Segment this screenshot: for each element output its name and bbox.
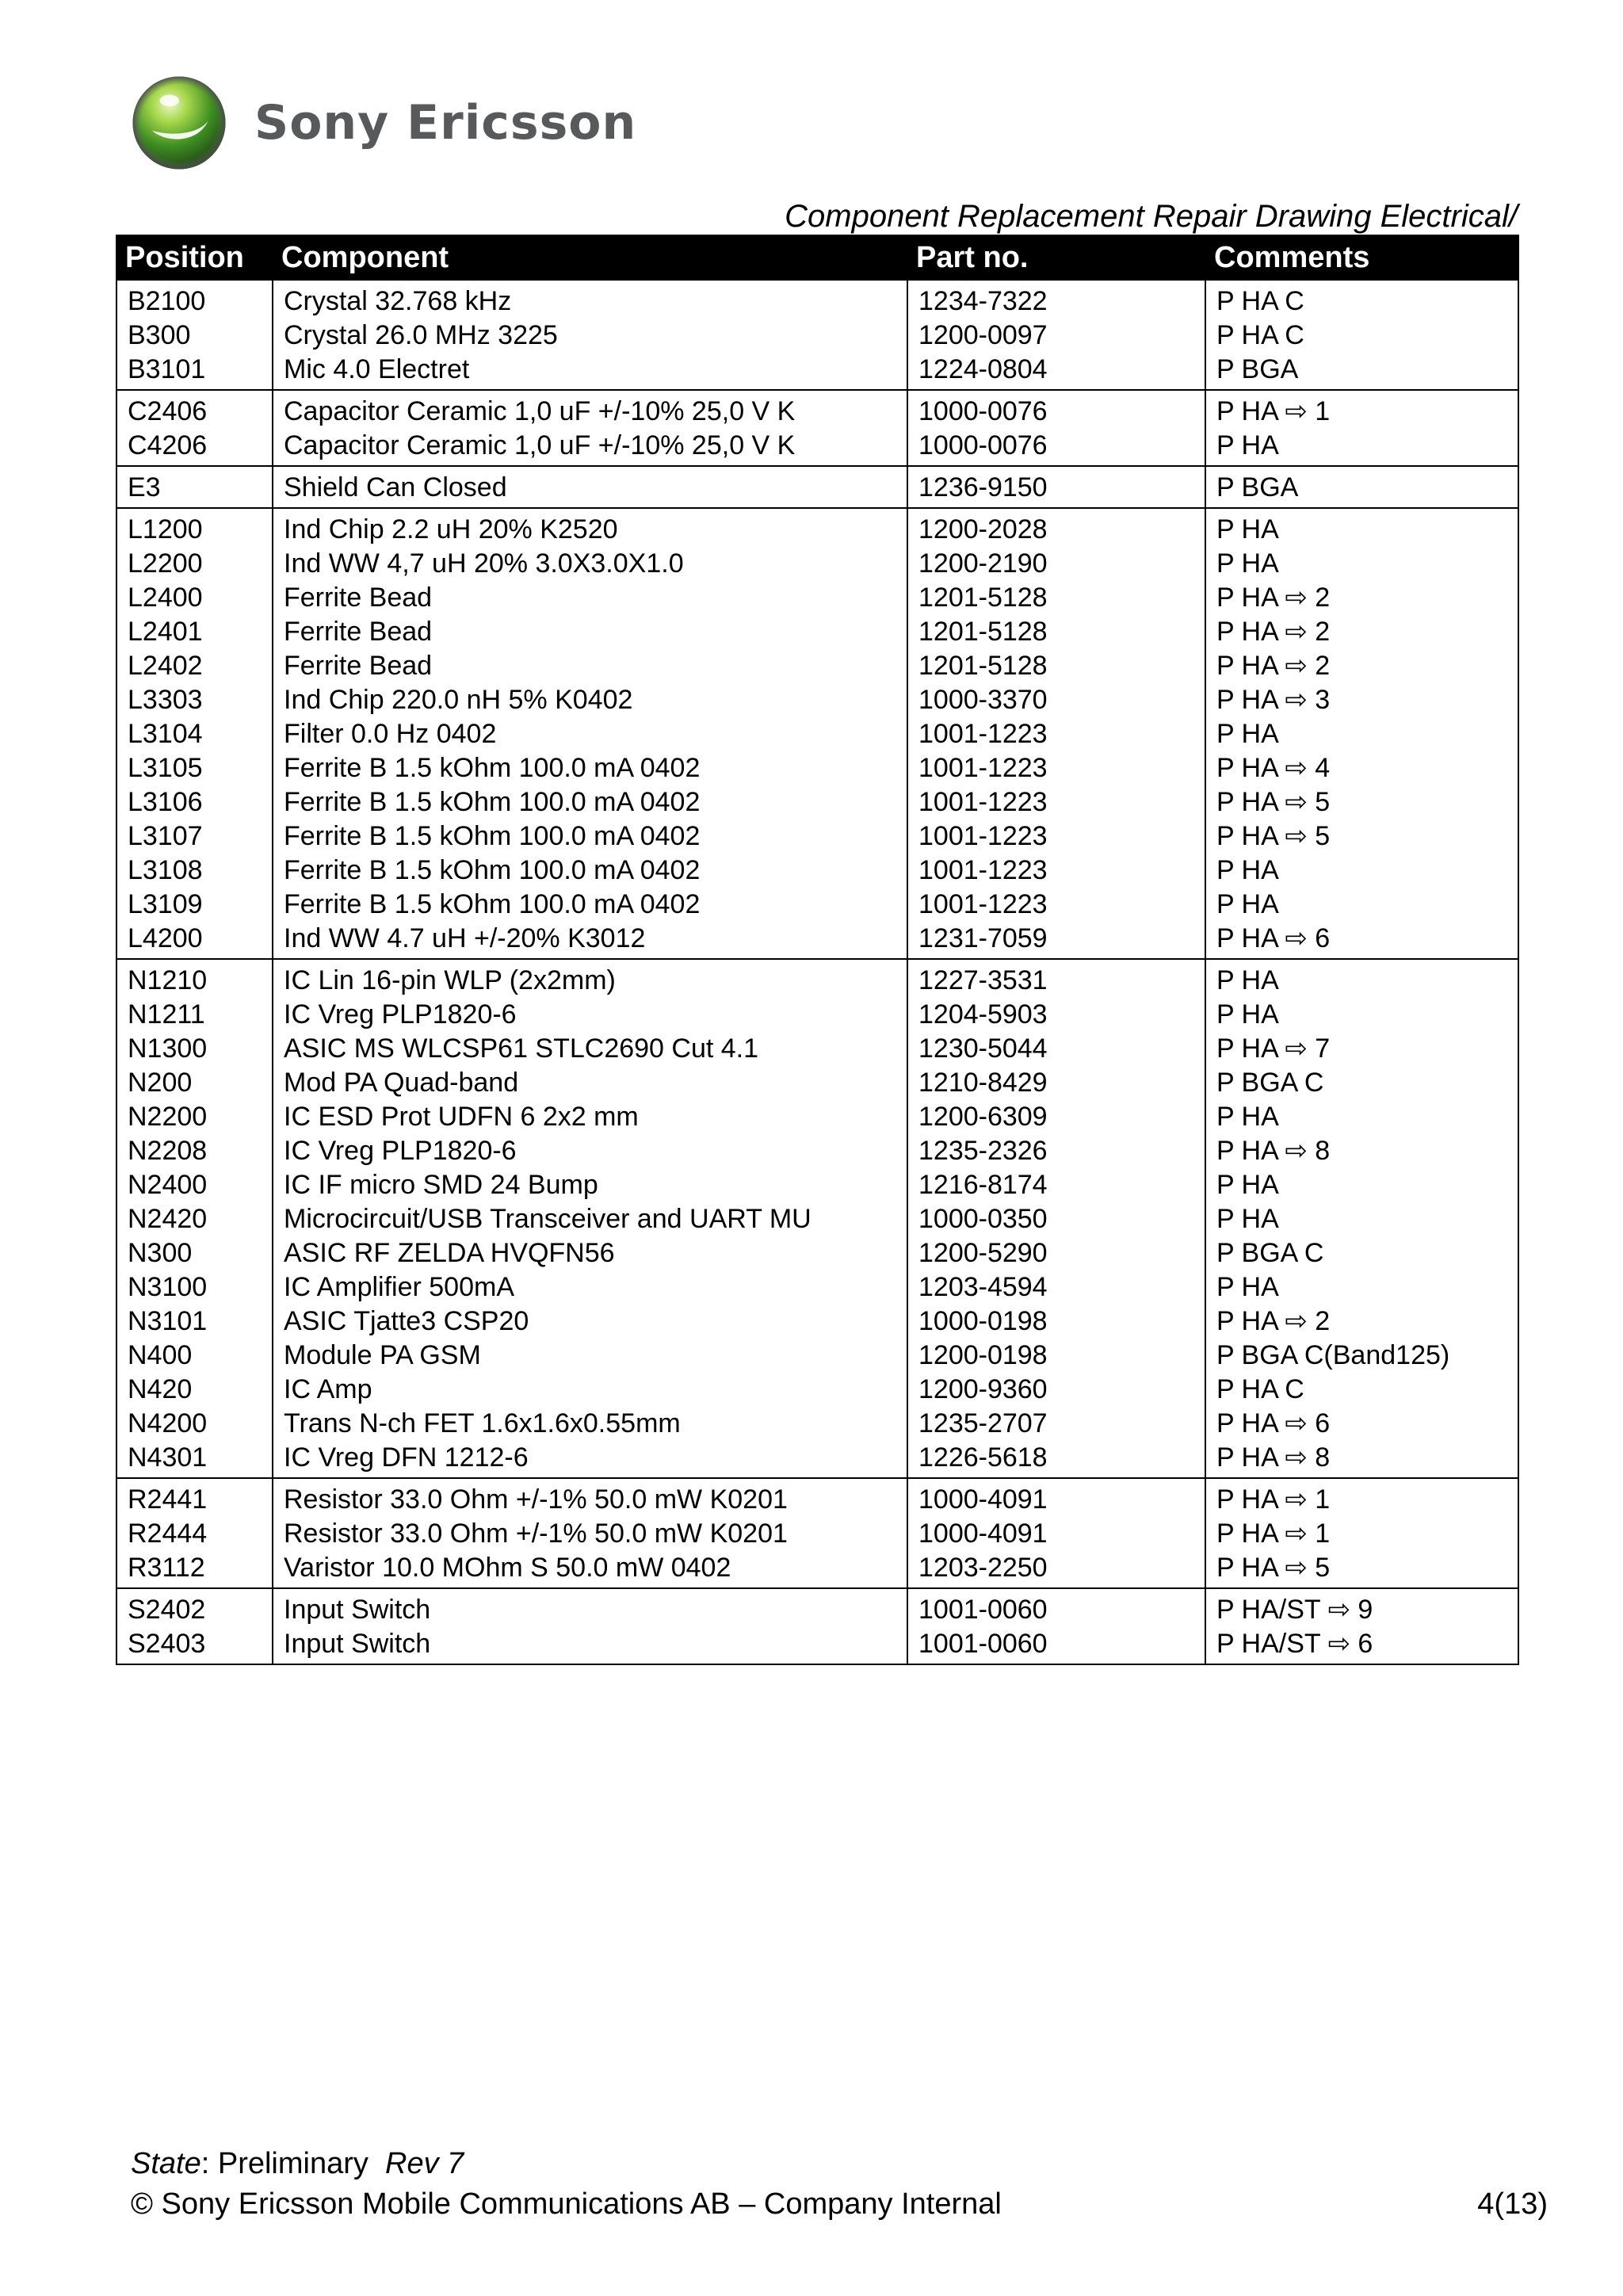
cell-part-no: 1201-5128 xyxy=(907,649,1205,683)
table-row xyxy=(116,508,1518,547)
cell-part-no: 1200-6309 xyxy=(907,1100,1205,1134)
cell-position: N4301 xyxy=(116,1441,273,1478)
cell-component: Ferrite Bead xyxy=(273,581,907,615)
revision: Rev 7 xyxy=(385,2147,464,2180)
cell-comments: P HA C xyxy=(1205,319,1518,353)
cell-component: IC Amp xyxy=(273,1373,907,1407)
table-row xyxy=(116,466,1518,508)
cell-comments: P HA ⇨ 2 xyxy=(1205,615,1518,649)
cell-comments: P HA xyxy=(1205,429,1518,466)
cell-comments: P HA xyxy=(1205,888,1518,922)
table-row xyxy=(116,959,1518,998)
table-row xyxy=(116,785,1518,819)
brand-name: Sony Ericsson xyxy=(254,95,637,151)
cell-part-no: 1201-5128 xyxy=(907,581,1205,615)
table-row xyxy=(116,1627,1518,1664)
cell-comments: P HA C xyxy=(1205,280,1518,319)
cell-position: L1200 xyxy=(116,508,273,547)
cell-part-no: 1001-1223 xyxy=(907,854,1205,888)
cell-comments: P BGA xyxy=(1205,466,1518,508)
cell-component: Ind Chip 220.0 nH 5% K0402 xyxy=(273,683,907,717)
table-row xyxy=(116,854,1518,888)
table-row xyxy=(116,547,1518,581)
cell-component: ASIC RF ZELDA HVQFN56 xyxy=(273,1236,907,1270)
cell-position: N2208 xyxy=(116,1134,273,1168)
cell-position: N420 xyxy=(116,1373,273,1407)
table-row xyxy=(116,1517,1518,1551)
cell-position: N3101 xyxy=(116,1305,273,1339)
table-row xyxy=(116,1168,1518,1202)
cell-comments: P HA/ST ⇨ 6 xyxy=(1205,1627,1518,1664)
cell-part-no: 1236-9150 xyxy=(907,466,1205,508)
cell-part-no: 1200-0198 xyxy=(907,1339,1205,1373)
cell-component: Capacitor Ceramic 1,0 uF +/-10% 25,0 V K xyxy=(273,429,907,466)
cell-component: Crystal 26.0 MHz 3225 xyxy=(273,319,907,353)
brand-logo xyxy=(131,73,636,173)
cell-comments: P HA ⇨ 6 xyxy=(1205,922,1518,959)
table-group xyxy=(116,1588,1518,1664)
cell-position: C4206 xyxy=(116,429,273,466)
cell-component: Module PA GSM xyxy=(273,1339,907,1373)
cell-position: R2444 xyxy=(116,1517,273,1551)
cell-position: L2200 xyxy=(116,547,273,581)
cell-position: L2401 xyxy=(116,615,273,649)
copyright-notice: © Sony Ericsson Mobile Communications AB – Company Internal xyxy=(131,2187,1002,2221)
table-row xyxy=(116,1032,1518,1066)
column-header-part-no: Part no. xyxy=(907,235,1205,280)
cell-component: Trans N-ch FET 1.6x1.6x0.55mm xyxy=(273,1407,907,1441)
cell-comments: P BGA C(Band125) xyxy=(1205,1339,1518,1373)
cell-component: Shield Can Closed xyxy=(273,466,907,508)
cell-comments: P HA xyxy=(1205,1100,1518,1134)
cell-component: Input Switch xyxy=(273,1588,907,1627)
table-row xyxy=(116,615,1518,649)
cell-part-no: 1200-5290 xyxy=(907,1236,1205,1270)
cell-comments: P HA ⇨ 3 xyxy=(1205,683,1518,717)
cell-comments: P HA xyxy=(1205,959,1518,998)
cell-position: N300 xyxy=(116,1236,273,1270)
cell-part-no: 1226-5618 xyxy=(907,1441,1205,1478)
cell-comments: P HA ⇨ 5 xyxy=(1205,819,1518,854)
cell-part-no: 1231-7059 xyxy=(907,922,1205,959)
table-row xyxy=(116,429,1518,466)
cell-comments: P BGA xyxy=(1205,353,1518,390)
cell-position: L2402 xyxy=(116,649,273,683)
cell-component: IC Vreg DFN 1212-6 xyxy=(273,1441,907,1478)
column-header-component: Component xyxy=(273,235,907,280)
page-number: 4(13) xyxy=(1477,2187,1548,2221)
cell-component: Crystal 32.768 kHz xyxy=(273,280,907,319)
cell-part-no: 1234-7322 xyxy=(907,280,1205,319)
cell-position: B2100 xyxy=(116,280,273,319)
cell-component: Ferrite Bead xyxy=(273,649,907,683)
cell-comments: P HA ⇨ 5 xyxy=(1205,1551,1518,1588)
table-group xyxy=(116,1478,1518,1588)
cell-part-no: 1001-1223 xyxy=(907,888,1205,922)
cell-component: ASIC MS WLCSP61 STLC2690 Cut 4.1 xyxy=(273,1032,907,1066)
cell-position: L3104 xyxy=(116,717,273,751)
state-value: : Preliminary xyxy=(200,2147,369,2180)
document-state xyxy=(131,2147,464,2181)
cell-component: IC Vreg PLP1820-6 xyxy=(273,1134,907,1168)
table-row xyxy=(116,649,1518,683)
cell-comments: P HA xyxy=(1205,1270,1518,1305)
state-label: State xyxy=(131,2147,201,2180)
cell-component: Ind WW 4,7 uH 20% 3.0X3.0X1.0 xyxy=(273,547,907,581)
cell-position: N2420 xyxy=(116,1202,273,1236)
cell-component: IC IF micro SMD 24 Bump xyxy=(273,1168,907,1202)
cell-position: L3109 xyxy=(116,888,273,922)
cell-part-no: 1001-1223 xyxy=(907,819,1205,854)
table-row xyxy=(116,1270,1518,1305)
cell-component: Ferrite B 1.5 kOhm 100.0 mA 0402 xyxy=(273,819,907,854)
cell-component: Ferrite B 1.5 kOhm 100.0 mA 0402 xyxy=(273,751,907,785)
cell-comments: P BGA C xyxy=(1205,1236,1518,1270)
cell-part-no: 1230-5044 xyxy=(907,1032,1205,1066)
cell-position: L3107 xyxy=(116,819,273,854)
column-header-comments: Comments xyxy=(1205,235,1518,280)
table-group xyxy=(116,466,1518,508)
cell-component: Resistor 33.0 Ohm +/-1% 50.0 mW K0201 xyxy=(273,1478,907,1517)
table-row xyxy=(116,1551,1518,1588)
cell-position: N2400 xyxy=(116,1168,273,1202)
cell-position: N4200 xyxy=(116,1407,273,1441)
cell-part-no: 1210-8429 xyxy=(907,1066,1205,1100)
cell-component: ASIC Tjatte3 CSP20 xyxy=(273,1305,907,1339)
cell-component: Capacitor Ceramic 1,0 uF +/-10% 25,0 V K xyxy=(273,390,907,429)
cell-comments: P HA ⇨ 2 xyxy=(1205,649,1518,683)
cell-position: N400 xyxy=(116,1339,273,1373)
cell-component: Ferrite Bead xyxy=(273,615,907,649)
component-table xyxy=(116,235,1519,1665)
cell-component: Varistor 10.0 MOhm S 50.0 mW 0402 xyxy=(273,1551,907,1588)
cell-part-no: 1204-5903 xyxy=(907,998,1205,1032)
cell-part-no: 1000-4091 xyxy=(907,1517,1205,1551)
table-row xyxy=(116,1339,1518,1373)
cell-position: C2406 xyxy=(116,390,273,429)
cell-comments: P HA ⇨ 1 xyxy=(1205,1478,1518,1517)
cell-comments: P HA ⇨ 2 xyxy=(1205,1305,1518,1339)
table-row xyxy=(116,1236,1518,1270)
table-row xyxy=(116,998,1518,1032)
cell-comments: P HA C xyxy=(1205,1373,1518,1407)
cell-part-no: 1000-0076 xyxy=(907,429,1205,466)
table-row xyxy=(116,1588,1518,1627)
cell-comments: P HA ⇨ 1 xyxy=(1205,390,1518,429)
cell-position: L4200 xyxy=(116,922,273,959)
cell-position: E3 xyxy=(116,466,273,508)
cell-position: L3108 xyxy=(116,854,273,888)
table-row xyxy=(116,819,1518,854)
table-row xyxy=(116,581,1518,615)
cell-component: Mic 4.0 Electret xyxy=(273,353,907,390)
cell-component: Ferrite B 1.5 kOhm 100.0 mA 0402 xyxy=(273,888,907,922)
cell-part-no: 1001-0060 xyxy=(907,1627,1205,1664)
table-row xyxy=(116,390,1518,429)
cell-part-no: 1224-0804 xyxy=(907,353,1205,390)
cell-comments: P BGA C xyxy=(1205,1066,1518,1100)
table-row xyxy=(116,319,1518,353)
cell-part-no: 1000-0076 xyxy=(907,390,1205,429)
table-row xyxy=(116,717,1518,751)
cell-component: Mod PA Quad-band xyxy=(273,1066,907,1100)
table-row xyxy=(116,353,1518,390)
table-row xyxy=(116,1305,1518,1339)
table-row xyxy=(116,922,1518,959)
cell-component: IC Lin 16-pin WLP (2x2mm) xyxy=(273,959,907,998)
cell-comments: P HA xyxy=(1205,998,1518,1032)
column-header-position: Position xyxy=(116,235,273,280)
document-title: Component Replacement Repair Drawing Electrical/ xyxy=(785,199,1518,234)
cell-part-no: 1001-1223 xyxy=(907,785,1205,819)
cell-comments: P HA ⇨ 6 xyxy=(1205,1407,1518,1441)
cell-part-no: 1203-2250 xyxy=(907,1551,1205,1588)
cell-part-no: 1203-4594 xyxy=(907,1270,1205,1305)
cell-position: L3303 xyxy=(116,683,273,717)
cell-position: N1210 xyxy=(116,959,273,998)
cell-comments: P HA xyxy=(1205,508,1518,547)
cell-part-no: 1235-2707 xyxy=(907,1407,1205,1441)
cell-component: Ferrite B 1.5 kOhm 100.0 mA 0402 xyxy=(273,785,907,819)
table-group xyxy=(116,959,1518,1478)
table-row xyxy=(116,751,1518,785)
cell-comments: P HA ⇨ 7 xyxy=(1205,1032,1518,1066)
cell-component: IC Amplifier 500mA xyxy=(273,1270,907,1305)
table-row xyxy=(116,1100,1518,1134)
cell-part-no: 1201-5128 xyxy=(907,615,1205,649)
cell-component: Filter 0.0 Hz 0402 xyxy=(273,717,907,751)
cell-comments: P HA ⇨ 4 xyxy=(1205,751,1518,785)
cell-comments: P HA ⇨ 8 xyxy=(1205,1441,1518,1478)
cell-position: S2403 xyxy=(116,1627,273,1664)
cell-component: IC Vreg PLP1820-6 xyxy=(273,998,907,1032)
cell-comments: P HA xyxy=(1205,854,1518,888)
cell-comments: P HA ⇨ 5 xyxy=(1205,785,1518,819)
table-row xyxy=(116,1407,1518,1441)
cell-comments: P HA xyxy=(1205,1168,1518,1202)
cell-part-no: 1000-3370 xyxy=(907,683,1205,717)
cell-position: R3112 xyxy=(116,1551,273,1588)
cell-part-no: 1235-2326 xyxy=(907,1134,1205,1168)
cell-comments: P HA ⇨ 8 xyxy=(1205,1134,1518,1168)
cell-comments: P HA xyxy=(1205,717,1518,751)
cell-component: Ferrite B 1.5 kOhm 100.0 mA 0402 xyxy=(273,854,907,888)
table-group xyxy=(116,508,1518,959)
cell-part-no: 1200-2190 xyxy=(907,547,1205,581)
sony-ericsson-sphere-icon xyxy=(131,74,227,171)
table-row xyxy=(116,1066,1518,1100)
table-group xyxy=(116,390,1518,466)
cell-part-no: 1200-2028 xyxy=(907,508,1205,547)
cell-part-no: 1000-4091 xyxy=(907,1478,1205,1517)
table-row xyxy=(116,280,1518,319)
cell-position: L2400 xyxy=(116,581,273,615)
cell-position: N3100 xyxy=(116,1270,273,1305)
cell-position: B300 xyxy=(116,319,273,353)
cell-component: Microcircuit/USB Transceiver and UART MU xyxy=(273,1202,907,1236)
cell-component: IC ESD Prot UDFN 6 2x2 mm xyxy=(273,1100,907,1134)
table-row xyxy=(116,1373,1518,1407)
cell-position: N1211 xyxy=(116,998,273,1032)
cell-component: Resistor 33.0 Ohm +/-1% 50.0 mW K0201 xyxy=(273,1517,907,1551)
cell-comments: P HA xyxy=(1205,547,1518,581)
cell-position: R2441 xyxy=(116,1478,273,1517)
table-header-row xyxy=(116,235,1518,280)
cell-position: N200 xyxy=(116,1066,273,1100)
cell-part-no: 1227-3531 xyxy=(907,959,1205,998)
cell-component: Ind Chip 2.2 uH 20% K2520 xyxy=(273,508,907,547)
cell-position: L3106 xyxy=(116,785,273,819)
table-row xyxy=(116,888,1518,922)
cell-part-no: 1000-0198 xyxy=(907,1305,1205,1339)
cell-comments: P HA/ST ⇨ 9 xyxy=(1205,1588,1518,1627)
cell-position: N1300 xyxy=(116,1032,273,1066)
cell-component: Input Switch xyxy=(273,1627,907,1664)
cell-comments: P HA ⇨ 2 xyxy=(1205,581,1518,615)
table-row xyxy=(116,1441,1518,1478)
table-group xyxy=(116,280,1518,390)
table-row xyxy=(116,1202,1518,1236)
table-row xyxy=(116,1134,1518,1168)
cell-part-no: 1001-1223 xyxy=(907,717,1205,751)
cell-part-no: 1001-1223 xyxy=(907,751,1205,785)
cell-component: Ind WW 4.7 uH +/-20% K3012 xyxy=(273,922,907,959)
cell-part-no: 1200-0097 xyxy=(907,319,1205,353)
cell-position: B3101 xyxy=(116,353,273,390)
cell-comments: P HA xyxy=(1205,1202,1518,1236)
cell-position: S2402 xyxy=(116,1588,273,1627)
cell-part-no: 1216-8174 xyxy=(907,1168,1205,1202)
cell-comments: P HA ⇨ 1 xyxy=(1205,1517,1518,1551)
cell-part-no: 1200-9360 xyxy=(907,1373,1205,1407)
table-row xyxy=(116,1478,1518,1517)
cell-position: N2200 xyxy=(116,1100,273,1134)
cell-position: L3105 xyxy=(116,751,273,785)
cell-part-no: 1001-0060 xyxy=(907,1588,1205,1627)
table-row xyxy=(116,683,1518,717)
cell-part-no: 1000-0350 xyxy=(907,1202,1205,1236)
